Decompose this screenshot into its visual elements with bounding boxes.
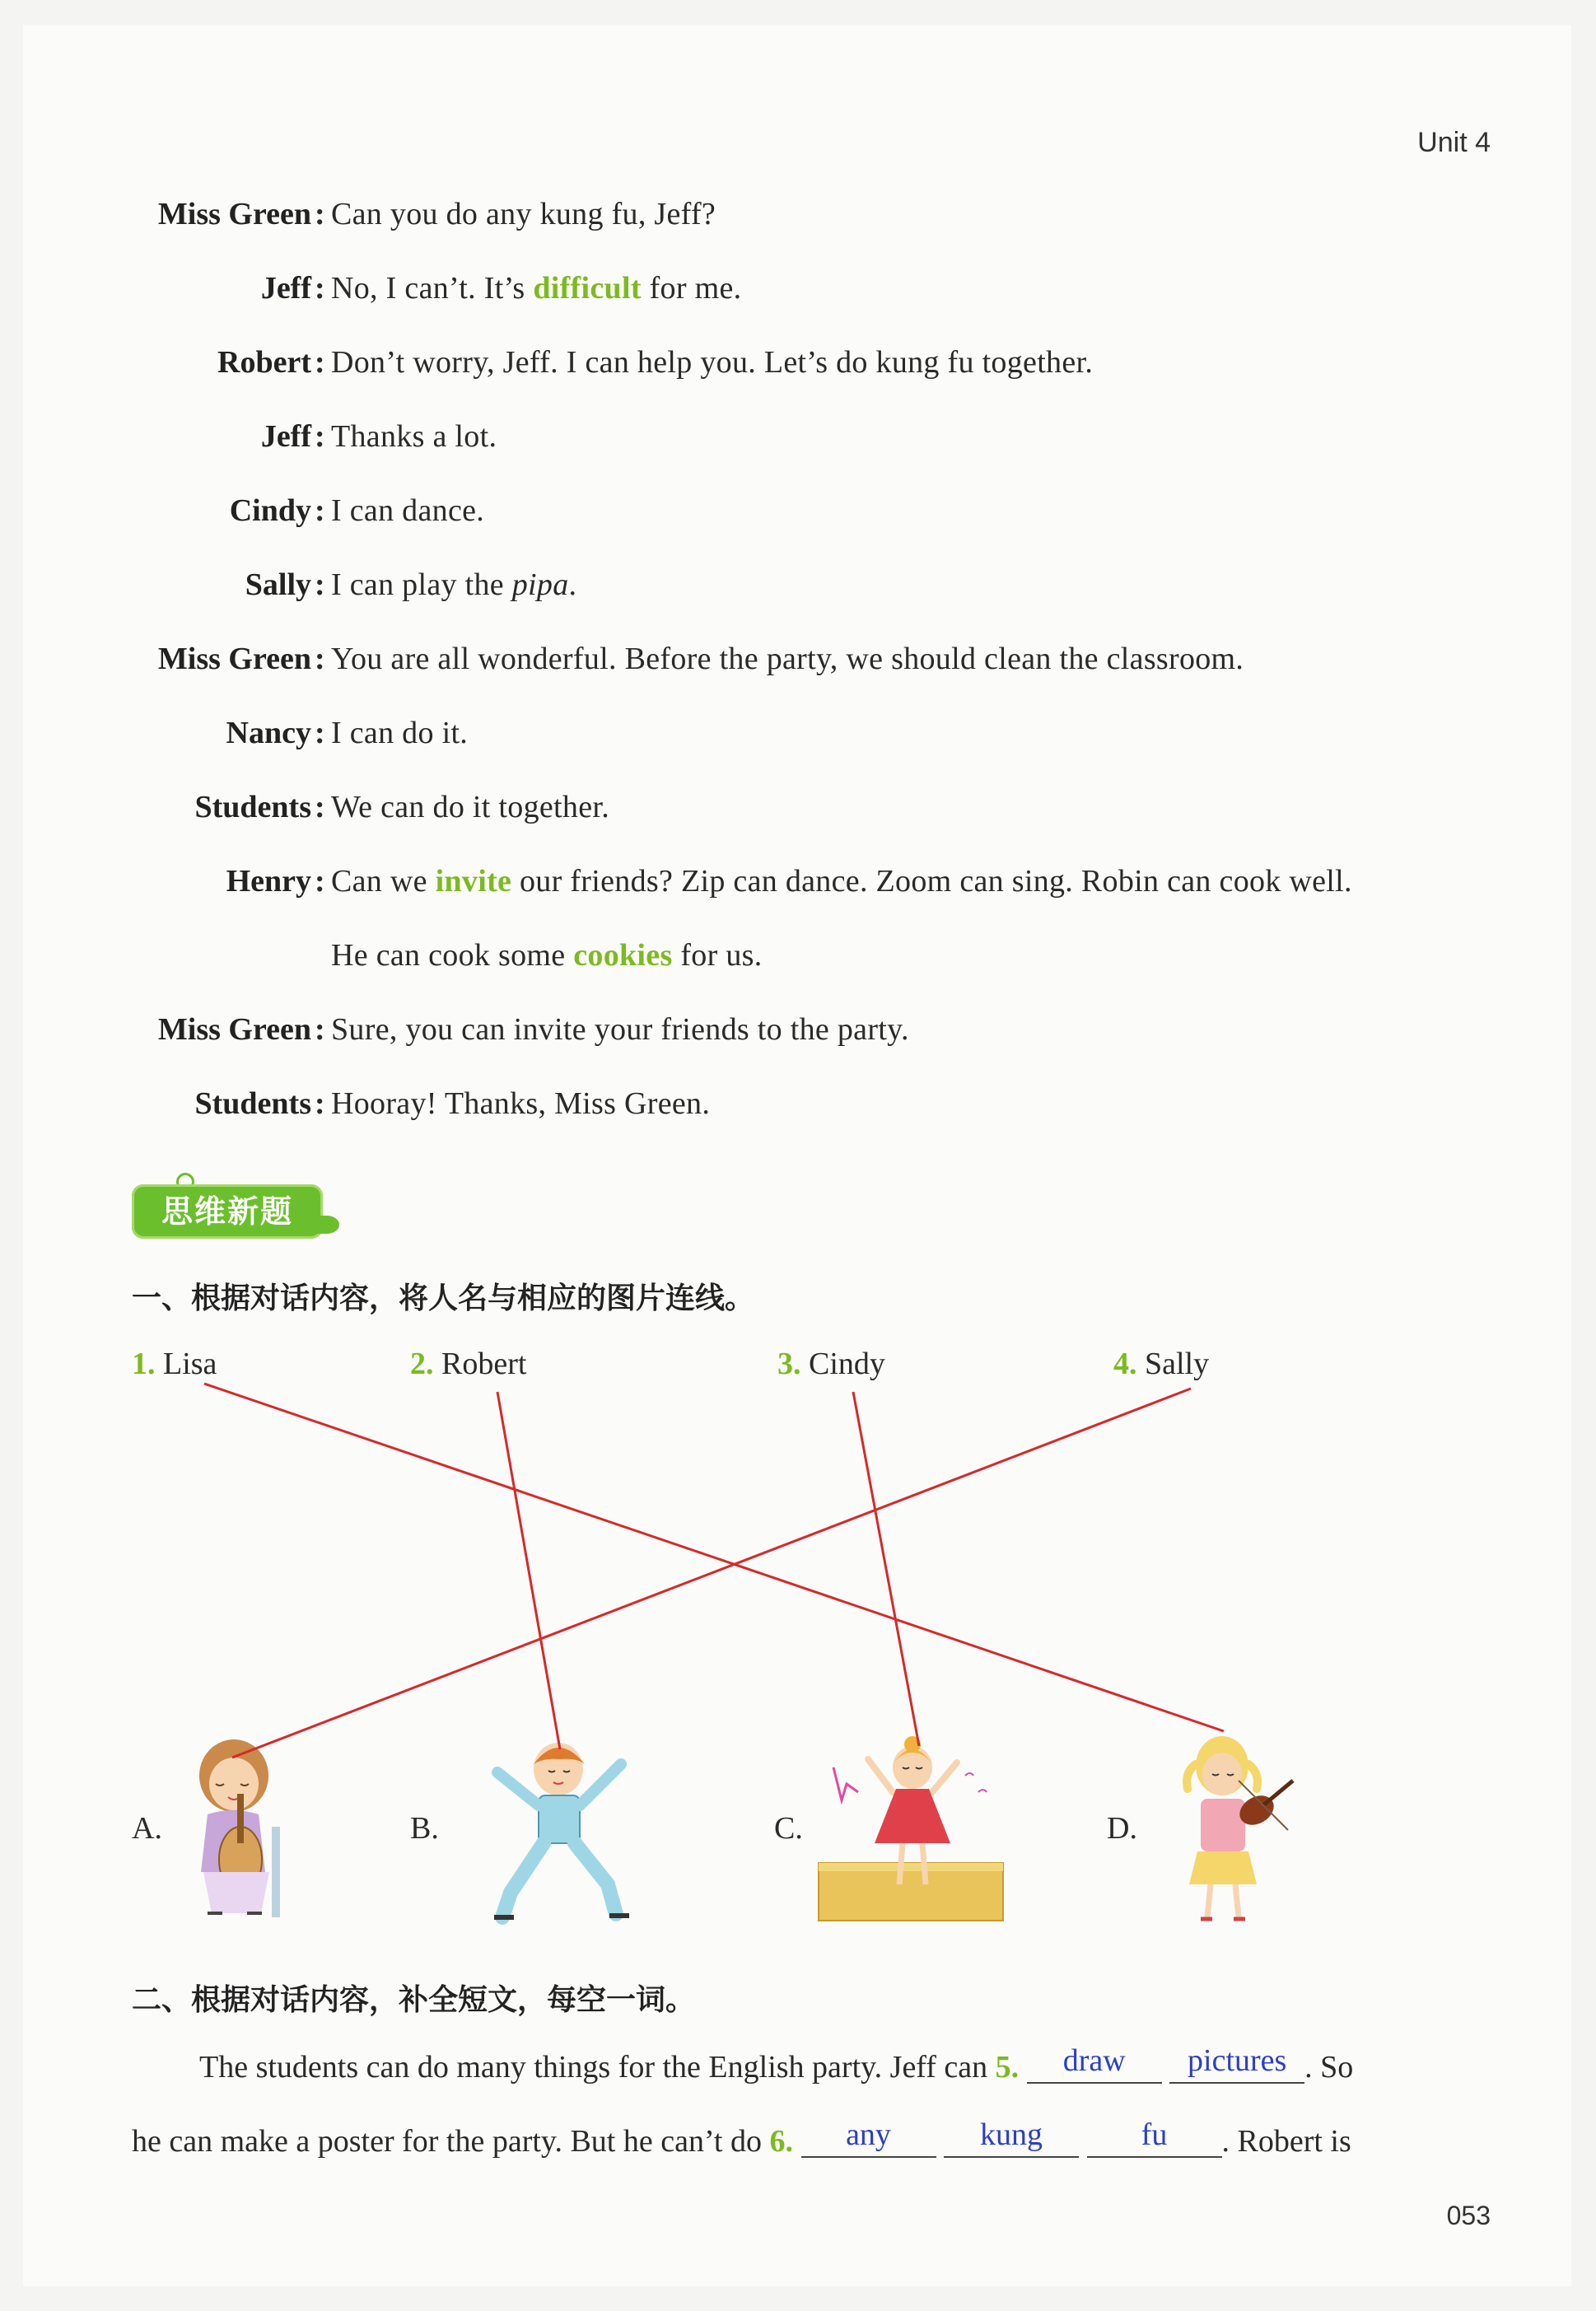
utterance-text: I can play the	[331, 567, 512, 602]
utterance-text: I can do it.	[331, 716, 469, 750]
blank-6c[interactable]: fu	[1087, 2117, 1222, 2158]
dialogue-line	[0, 338, 1596, 387]
speaker-name: Students	[194, 790, 311, 824]
dialogue-line	[0, 634, 1596, 684]
blank-6a[interactable]: any	[801, 2117, 936, 2158]
blank-5a[interactable]: draw	[1027, 2043, 1162, 2084]
dialogue-line	[0, 560, 1596, 609]
dialogue-line	[0, 931, 1596, 980]
speaker-colon: :	[315, 493, 325, 528]
speaker-name: Robert	[217, 345, 311, 380]
speaker-name: Jeff	[260, 419, 311, 454]
name-sally: Sally	[1145, 1347, 1210, 1381]
utterance-text: our friends? Zip can dance. Zoom can sing. Robin can cook well.	[511, 864, 1352, 899]
utterance-text: He can cook some	[331, 938, 574, 973]
speaker-name: Henry	[226, 864, 311, 899]
page-number: 053	[1446, 2201, 1491, 2230]
option-d-label: D.	[1107, 1811, 1137, 1846]
name-lisa: Lisa	[163, 1347, 217, 1381]
dialogue-line	[0, 412, 1596, 461]
utterance-text: We can do it together.	[331, 790, 610, 824]
utterance	[331, 782, 609, 832]
utterance	[331, 634, 1244, 684]
blank-5b[interactable]: pictures	[1169, 2043, 1304, 2084]
speaker-name: Miss Green	[157, 642, 311, 676]
section-badge	[132, 1179, 344, 1240]
name-item-4: 4. Sally	[1113, 1347, 1210, 1381]
utterance-text: You are all wonderful. Before the party, we should clean the classroom.	[331, 642, 1244, 676]
utterance-text: Can we	[331, 864, 436, 899]
utterance	[331, 486, 484, 535]
utterance	[331, 189, 716, 239]
unit-label: Unit 4	[1417, 127, 1491, 158]
speaker-name: Students	[194, 1086, 311, 1121]
option-a-label: A.	[132, 1811, 162, 1846]
utterance-text: I can dance.	[331, 493, 485, 528]
utterance-text: for me.	[641, 271, 742, 306]
dialogue-line	[0, 189, 1596, 239]
speaker-colon: :	[315, 1012, 325, 1047]
utterance-text: .	[568, 567, 577, 602]
dialogue-line	[0, 1005, 1596, 1054]
utterance	[331, 412, 497, 461]
girl-playing-pipa-picture	[183, 1736, 298, 1926]
speaker-colon: :	[315, 790, 325, 824]
speaker-name: Miss Green	[157, 1012, 311, 1047]
vocab-highlight: invite	[435, 864, 512, 899]
utterance-text: Hooray! Thanks, Miss Green.	[331, 1086, 711, 1121]
speaker-name: Sally	[245, 567, 311, 602]
option-c-label: C.	[774, 1811, 803, 1846]
section1-title: 一、根据对话内容，将人名与相应的图片连线。	[132, 1282, 755, 1315]
dialogue-line	[0, 486, 1596, 535]
utterance-text: Don’t worry, Jeff. I can help you. Let’s do kung fu together.	[331, 345, 1094, 380]
paragraph-line-2: he can make a poster for the party. But he can’t do 6. any kung fu . Robert is	[132, 2117, 1351, 2159]
dialogue-line	[0, 1079, 1596, 1128]
utterance	[331, 931, 763, 980]
paragraph-line-1: The students can do many things for the English party. Jeff can 5. draw pictures . So	[199, 2043, 1354, 2085]
utterance	[331, 1079, 710, 1128]
dialogue-line	[0, 782, 1596, 832]
utterance	[331, 264, 741, 313]
vocab-highlight: cookies	[573, 938, 673, 973]
speaker-colon: :	[315, 642, 325, 676]
speaker-colon: :	[315, 345, 325, 380]
speaker-colon: :	[315, 1086, 325, 1121]
utterance-text: Thanks a lot.	[331, 419, 497, 454]
name-item-1: 1. Lisa	[132, 1347, 217, 1381]
girl-playing-violin-picture	[1164, 1731, 1304, 1929]
utterance-text: pipa	[511, 567, 569, 602]
utterance	[331, 560, 576, 609]
boy-doing-kung-fu-picture	[484, 1739, 641, 1929]
utterance	[331, 1005, 909, 1054]
utterance	[331, 338, 1093, 387]
dialogue-line	[0, 857, 1596, 906]
speaker-name: Nancy	[226, 716, 311, 750]
dialogue-line	[0, 708, 1596, 758]
name-item-3: 3. Cindy	[777, 1347, 885, 1381]
name-cindy: Cindy	[809, 1347, 885, 1381]
utterance-text: No, I can’t. It’s	[331, 271, 534, 306]
speaker-colon: :	[315, 567, 325, 602]
speaker-colon: :	[315, 271, 325, 306]
option-b-label: B.	[410, 1811, 439, 1846]
utterance	[331, 857, 1352, 906]
badge-label: 思维新题	[161, 1193, 293, 1230]
utterance-text: Sure, you can invite your friends to the party.	[331, 1012, 909, 1047]
speaker-name: Jeff	[260, 271, 311, 306]
utterance-text: Can you do any kung fu, Jeff?	[331, 197, 716, 231]
speaker-name: Cindy	[229, 493, 311, 528]
girl-dancing-picture	[817, 1734, 1006, 1924]
utterance-text: for us.	[672, 938, 763, 973]
name-item-2: 2. Robert	[410, 1347, 527, 1381]
speaker-colon: :	[315, 419, 325, 454]
speaker-colon: :	[315, 716, 325, 750]
blank-6b[interactable]: kung	[944, 2117, 1079, 2158]
name-robert: Robert	[441, 1347, 527, 1381]
speaker-name: Miss Green	[157, 197, 311, 231]
utterance	[331, 708, 468, 758]
section2-title: 二、根据对话内容，补全短文，每空一词。	[132, 1983, 696, 2017]
vocab-highlight: difficult	[533, 271, 642, 306]
dialogue-line	[0, 264, 1596, 313]
speaker-colon: :	[315, 197, 325, 231]
speaker-colon: :	[315, 864, 325, 899]
